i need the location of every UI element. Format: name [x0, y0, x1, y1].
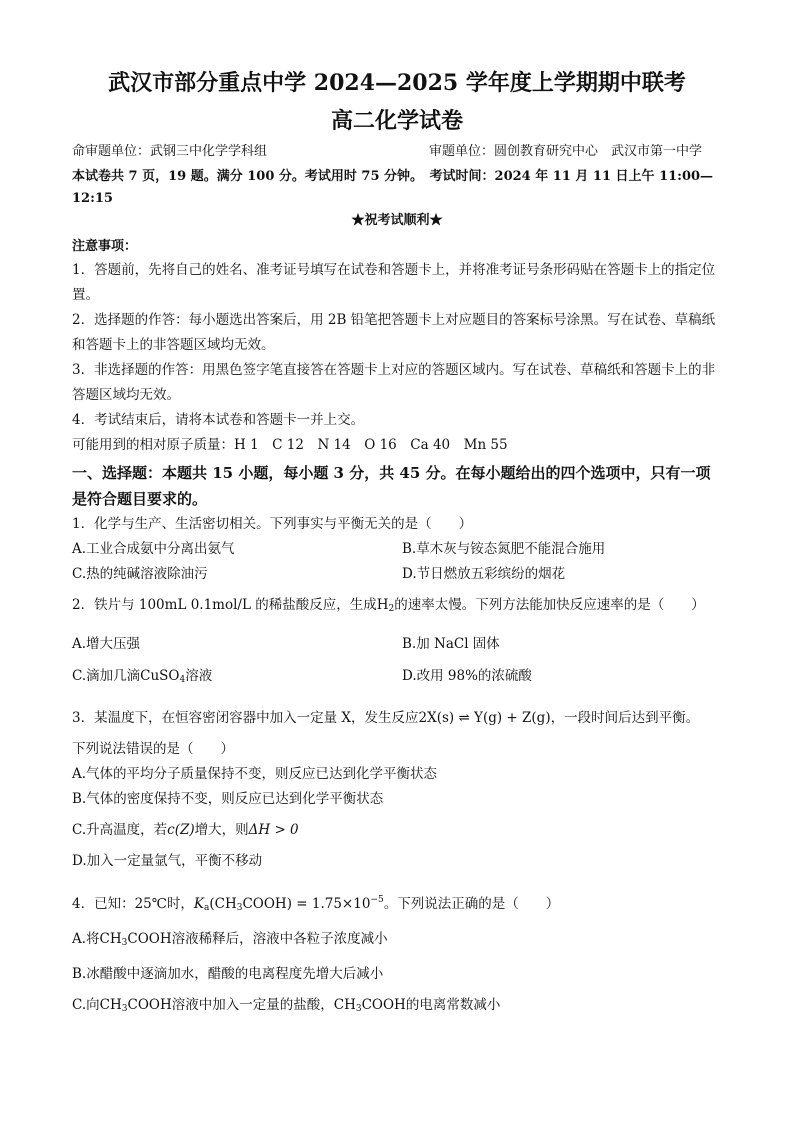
question-1-options [72, 537, 722, 587]
notice-item: 4．考试结束后，请将本试卷和答题卡一并上交。 [72, 412, 365, 428]
option-a: A.工业合成氨中分离出氨气 [72, 541, 235, 557]
option-c: C.滴加几滴CuSO$_4$溶液 [72, 668, 213, 685]
notice-item: 2．选择题的作答：每小题选出答案后，用 2B 铅笔把答题卡上对应题目的答案标号涂黑。写在试卷、草稿纸和答题卡上的非答题区域均无效。 [72, 312, 716, 353]
option-a: A.气体的平均分子质量保持不变，则反应已达到化学平衡状态 [72, 766, 438, 782]
option-a: A.增大压强 [72, 636, 141, 652]
option-a: A.将$CH_3COOH$溶液稀释后，溶液中各粒子浓度减小 [72, 931, 388, 948]
reaction-equation: 2X(s) ⇌ Y(g) + Z(g) [418, 710, 551, 726]
section-heading: 一、选择题：本题共 15 小题，每小题 3 分，共 45 分。在每小题给出的四个选项中，只有一项是符合题目要求的。 [72, 464, 711, 508]
question-3-stem-2: 下列说法错误的是（ ） [72, 741, 234, 757]
option-b: B.气体的密度保持不变，则反应已达到化学平衡状态 [72, 791, 384, 807]
option-d: D.节日燃放五彩缤纷的烟花 [402, 566, 566, 582]
exam-info: 本试卷共 7 页，19 题。满分 100 分。考试用时 75 分钟。 考试时间：2024 年 11 月 11 日上午 11:00—12:15 [72, 169, 714, 206]
option-c: C.向$CH_3COOH$溶液中加入一定量的盐酸，$CH_3COOH$的电离常数减小 [72, 997, 501, 1014]
option-b: B.加 NaCl 固体 [402, 636, 500, 652]
atomic-masses: 可能用到的相对原子质量：H 1 C 12 N 14 O 16 Ca 40 Mn 55 [72, 437, 508, 453]
question-1-stem: 1．化学与生产、生活密切相关。下列事实与平衡无关的是（ ） [72, 516, 473, 532]
question-2-options [72, 628, 722, 696]
option-d: D.加入一定量氩气，平衡不移动 [72, 853, 263, 869]
option-c: C.升高温度，若c(Z)增大，则ΔH > 0 [72, 822, 299, 838]
question-2-stem: 2．铁片与 100mL 0.1mol/L 的稀盐酸反应，生成$H_2$的速率太慢。下列方法能加快反应速率的是（ ） [72, 597, 705, 614]
notice-item: 1．答题前，先将自己的姓名、准考证号填写在试卷和答题卡上，并将准考证号条形码贴在答题卡上的指定位置。 [72, 262, 716, 303]
option-b: B.草木灰与铵态氮肥不能混合施用 [402, 541, 606, 557]
exam-subtitle: 高二化学试卷 [330, 108, 463, 134]
proposer-info: 命审题单位：武钢三中化学学科组 [72, 144, 268, 159]
question-3-stem: 3．某温度下，在恒容密闭容器中加入一定量 X，发生反应2X(s) ⇌ Y(g) + Z(g)，一段时间后达到平衡。 [72, 710, 700, 726]
option-c: C.热的纯碱溶液除油污 [72, 566, 208, 582]
option-b: B.冰醋酸中逐滴加水，醋酸的电离程度先增大后减小 [72, 966, 384, 982]
exam-title: 武汉市部分重点中学 2024—2025 学年度上学期期中联考 [108, 70, 686, 96]
blessing: ★祝考试顺利★ [351, 213, 443, 228]
notice-heading: 注意事项： [72, 239, 138, 254]
reviewer-info: 审题单位：圆创教育研究中心 武汉市第一中学 [428, 144, 702, 159]
notice-item: 3．非选择题的作答：用黑色签字笔直接答在答题卡上对应的答题区域内。写在试卷、草稿纸和答题卡上的非答题区域均无效。 [72, 362, 716, 403]
authoring-info [72, 142, 722, 162]
question-4-stem: 4．已知：25℃时，$K_a(CH_3COOH) = 1.75\times 10^{-5}$。下列说法正确的是（ ） [72, 895, 560, 913]
option-d: D.改用 98%的浓硫酸 [402, 668, 532, 684]
